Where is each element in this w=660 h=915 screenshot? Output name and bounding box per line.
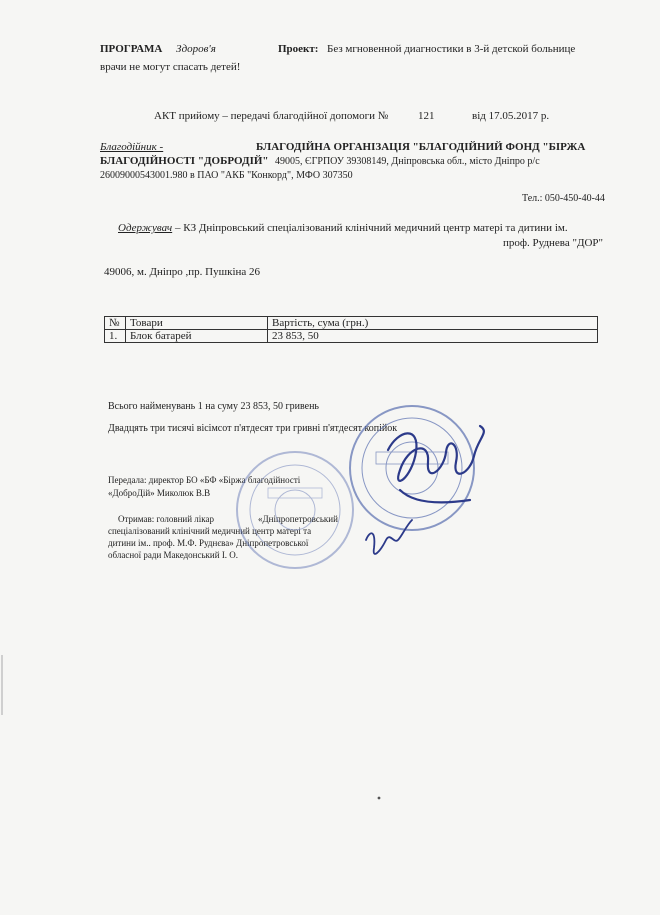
recipient-address: 49006, м. Дніпро ,пр. Пушкіна 26 [104,266,261,278]
recipient-line1: – КЗ Дніпровський спеціалізований клінічний медичний центр матері та дитини ім. [175,222,568,234]
row-cell-number: 1. [105,330,126,343]
totals-line2: Двадцять три тисячі вісімсот п'ятдесят три гривні п'ятдесят копійок [108,423,398,434]
project-text: Без мгновенной диагностики в 3-й детской больнице [327,43,576,55]
recipient-label: Одержувач [118,222,173,234]
row-cell-goods: Блок батарей [126,330,268,343]
act-title: АКТ прийому – передачі благодійної допомоги № [154,110,389,122]
recipient-line2: проф. Руднева "ДОР" [503,237,604,249]
receive-line1: Отримав: головний лікар [118,514,214,524]
project-text-cont: врачи не могут спасать детей! [100,61,241,73]
program-label: ПРОГРАМА [100,43,163,55]
transfer-line2: «ДоброДій» Миколюк В.В [108,488,211,498]
header-cell-amount: Вартість, сума (грн.) [268,317,598,330]
receive-line3: дитини ім.. проф. М.Ф. Руднєва» Дніпропетровської [108,538,309,548]
act-number: 121 [418,110,435,122]
receive-line4: обласної ради Македонський І. О. [108,550,239,560]
program-name: Здоров'я [176,43,216,55]
donor-line2-bold: БЛАГОДІЙНОСТІ "ДОБРОДІЙ" [100,155,269,167]
act-date: від 17.05.2017 р. [472,110,550,122]
totals-line1: Всього найменувань 1 на суму 23 853, 50 гривень [108,401,319,412]
stamp-left-icon [237,452,353,568]
scan-dot [378,797,381,800]
receive-line1b: «Дніпропетровський [258,514,338,524]
donor-phone: Тел.: 050-450-40-44 [522,193,605,204]
header-cell-goods: Товари [126,317,268,330]
receive-line2: спеціалізований клінічний медичний центр матері та [108,526,312,536]
project-label: Проект: [278,43,319,55]
scan-mark-left [1,655,3,715]
transfer-line1: Передала: директор БО «БФ «Біржа благодійності [108,475,301,485]
donor-line1: БЛАГОДІЙНА ОРГАНІЗАЦІЯ "БЛАГОДІЙНИЙ ФОНД "БІРЖА [256,141,586,153]
donor-line3: 26009000543001.980 в ПАО "АКБ "Конкорд", МФО 307350 [100,170,353,181]
donor-label: Благодійник - [100,141,164,153]
row-cell-amount: 23 853, 50 [268,330,598,343]
donor-line2-rest: 49005, ЄГРПОУ 39308149, Дніпровська обл., місто Дніпро р/с [275,156,540,167]
header-cell-number: № [105,317,126,330]
